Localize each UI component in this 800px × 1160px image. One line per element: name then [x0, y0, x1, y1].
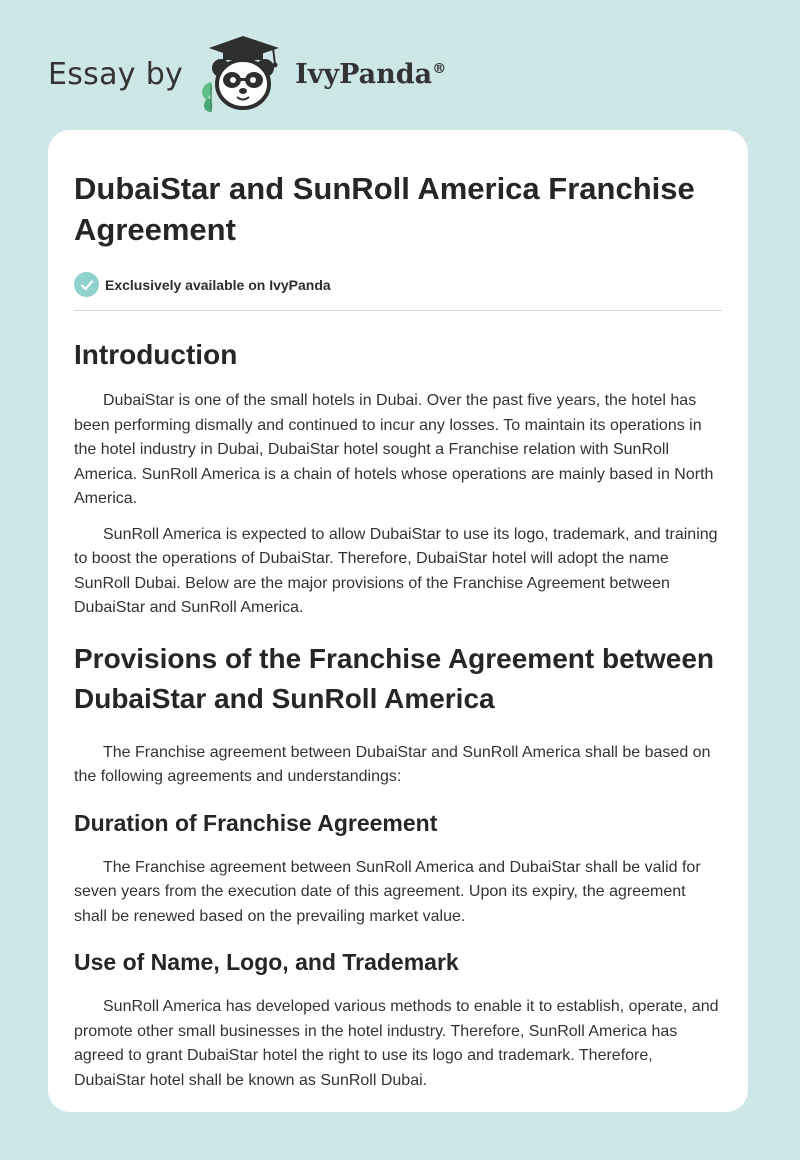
section-heading-use-of-name: Use of Name, Logo, and Trademark: [74, 949, 459, 975]
registered-mark: ®: [432, 60, 447, 77]
essay-card: [48, 130, 748, 1112]
site-header: [48, 34, 446, 114]
section-heading-introduction: Introduction: [74, 339, 238, 370]
title-divider: [74, 310, 722, 311]
ivypanda-logo-icon[interactable]: [197, 34, 289, 114]
essay-by-label: Essay by: [48, 56, 184, 92]
exclusive-badge: [74, 272, 722, 297]
paragraph: DubaiStar is one of the small hotels in Dubai. Over the past five years, the hotel has been performing dismally and continued to incur any losses. To maintain its operations in the hotel industry in Dubai, DubaiStar hotel sought a Franchise relation with SunRoll America. SunRoll America is a chain of hotels whose operations are mainly based in North America.: [74, 392, 714, 507]
section-heading-duration: Duration of Franchise Agreement: [74, 809, 438, 836]
exclusive-label: Exclusively available on IvyPanda: [105, 276, 331, 293]
paragraph: SunRoll America has developed various methods to enable it to establish, operate, and promote other small businesses in the hotel industry. Therefore, SunRoll America has agreed to grant DubaiStar hotel the right to use its logo and trademark. Therefore, DubaiStar hotel shall be known as SunRoll Dubai.: [74, 998, 719, 1089]
brand-name[interactable]: IvyPanda®: [295, 58, 447, 90]
section-heading-provisions: Provisions of the Franchise Agreement between DubaiStar and SunRoll America: [74, 642, 715, 714]
paragraph: The Franchise agreement between SunRoll America and DubaiStar shall be valid for seven years from the execution date of this agreement. Upon its expiry, the agreement shall be renewed based on the prevailing market value.: [74, 858, 701, 925]
paragraph: The Franchise agreement between DubaiStar and SunRoll America shall be based on the following agreements and understandings:: [74, 743, 711, 785]
paragraph: SunRoll America is expected to allow DubaiStar to use its logo, trademark, and training to boost the operations of DubaiStar. Therefore, DubaiStar hotel will adopt the name SunRoll Dubai. Below are the major provisions of the Franchise Agreement between DubaiStar and SunRoll America.: [74, 525, 718, 616]
essay-title: DubaiStar and SunRoll America Franchise Agreement: [74, 171, 695, 247]
checkmark-icon: [74, 272, 99, 297]
